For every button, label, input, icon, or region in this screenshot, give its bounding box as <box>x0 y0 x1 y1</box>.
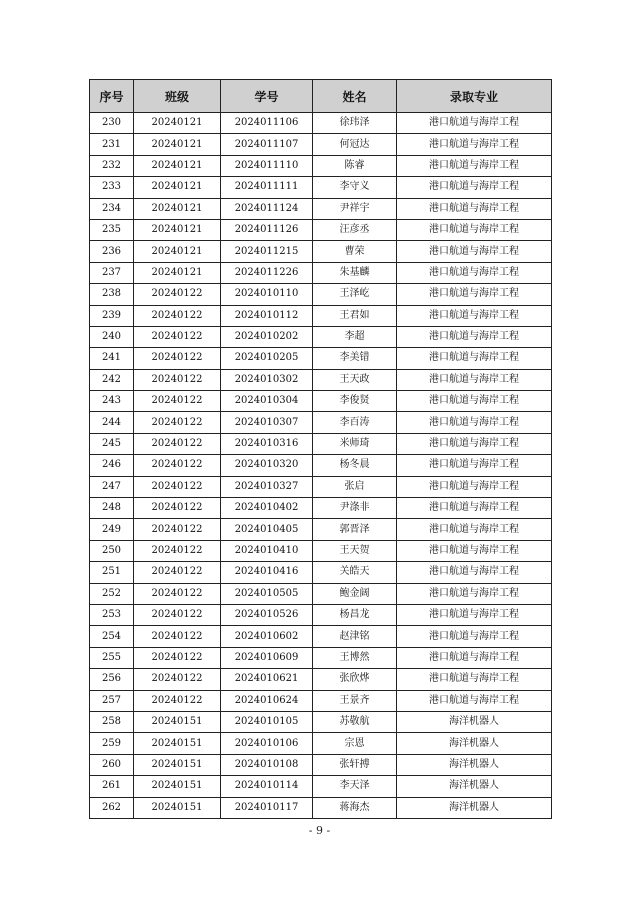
class-cell: 20240151 <box>134 754 221 775</box>
major-cell: 海洋机器人 <box>397 711 552 732</box>
class-cell: 20240122 <box>134 412 221 433</box>
name-cell: 朱基麟 <box>313 262 397 283</box>
table-row <box>90 776 552 797</box>
name-cell: 王天贺 <box>313 540 397 561</box>
student-id-cell: 2024010405 <box>221 519 313 540</box>
name-cell: 尹祥宇 <box>313 198 397 219</box>
table-row <box>90 219 552 240</box>
student-id-cell: 2024010609 <box>221 647 313 668</box>
name-cell: 曹荣 <box>313 241 397 262</box>
table-row <box>90 391 552 412</box>
class-cell: 20240121 <box>134 241 221 262</box>
class-cell: 20240122 <box>134 369 221 390</box>
header-cell-student-id: 学号 <box>221 80 313 113</box>
table-row <box>90 711 552 732</box>
class-cell: 20240122 <box>134 391 221 412</box>
table-row <box>90 241 552 262</box>
major-cell: 港口航道与海岸工程 <box>397 690 552 711</box>
class-cell: 20240121 <box>134 219 221 240</box>
serial-cell: 237 <box>90 262 134 283</box>
student-id-cell: 2024011226 <box>221 262 313 283</box>
name-cell: 陈睿 <box>313 155 397 176</box>
major-cell: 海洋机器人 <box>397 754 552 775</box>
admission-table <box>89 79 552 819</box>
table-body <box>90 113 552 819</box>
name-cell: 张启 <box>313 476 397 497</box>
table-row <box>90 348 552 369</box>
student-id-cell: 2024010202 <box>221 326 313 347</box>
table-row <box>90 326 552 347</box>
serial-cell: 232 <box>90 155 134 176</box>
serial-cell: 244 <box>90 412 134 433</box>
serial-cell: 231 <box>90 134 134 155</box>
table-row <box>90 198 552 219</box>
serial-cell: 260 <box>90 754 134 775</box>
table-row <box>90 262 552 283</box>
name-cell: 徐玮泽 <box>313 113 397 134</box>
major-cell: 海洋机器人 <box>397 776 552 797</box>
student-id-cell: 2024010105 <box>221 711 313 732</box>
major-cell: 港口航道与海岸工程 <box>397 134 552 155</box>
student-id-cell: 2024010602 <box>221 626 313 647</box>
table-row <box>90 733 552 754</box>
class-cell: 20240122 <box>134 433 221 454</box>
name-cell: 赵津铭 <box>313 626 397 647</box>
class-cell: 20240122 <box>134 583 221 604</box>
student-id-cell: 2024010320 <box>221 455 313 476</box>
student-id-cell: 2024011126 <box>221 219 313 240</box>
student-id-cell: 2024011215 <box>221 241 313 262</box>
serial-cell: 256 <box>90 669 134 690</box>
student-id-cell: 2024010304 <box>221 391 313 412</box>
student-id-cell: 2024010302 <box>221 369 313 390</box>
student-id-cell: 2024010110 <box>221 284 313 305</box>
table-row <box>90 498 552 519</box>
serial-cell: 247 <box>90 476 134 497</box>
serial-cell: 240 <box>90 326 134 347</box>
table-row <box>90 113 552 134</box>
table-header <box>90 80 552 113</box>
table-row <box>90 155 552 176</box>
class-cell: 20240122 <box>134 455 221 476</box>
header-cell-major: 录取专业 <box>397 80 552 113</box>
name-cell: 汪彦丞 <box>313 219 397 240</box>
class-cell: 20240151 <box>134 776 221 797</box>
serial-cell: 253 <box>90 604 134 625</box>
table-row <box>90 177 552 198</box>
name-cell: 杨冬晨 <box>313 455 397 476</box>
name-cell: 关皓天 <box>313 562 397 583</box>
student-id-cell: 2024010505 <box>221 583 313 604</box>
name-cell: 郭晋泽 <box>313 519 397 540</box>
student-id-cell: 2024010106 <box>221 733 313 754</box>
table-row <box>90 647 552 668</box>
class-cell: 20240122 <box>134 562 221 583</box>
class-cell: 20240121 <box>134 113 221 134</box>
name-cell: 李守义 <box>313 177 397 198</box>
serial-cell: 238 <box>90 284 134 305</box>
class-cell: 20240151 <box>134 797 221 818</box>
student-id-cell: 2024011107 <box>221 134 313 155</box>
serial-cell: 252 <box>90 583 134 604</box>
serial-cell: 239 <box>90 305 134 326</box>
name-cell: 王天政 <box>313 369 397 390</box>
name-cell: 鲍金阔 <box>313 583 397 604</box>
table-row <box>90 519 552 540</box>
serial-cell: 248 <box>90 498 134 519</box>
name-cell: 蒋海杰 <box>313 797 397 818</box>
major-cell: 港口航道与海岸工程 <box>397 198 552 219</box>
student-id-cell: 2024010621 <box>221 669 313 690</box>
serial-cell: 249 <box>90 519 134 540</box>
major-cell: 港口航道与海岸工程 <box>397 326 552 347</box>
name-cell: 米师琦 <box>313 433 397 454</box>
serial-cell: 241 <box>90 348 134 369</box>
name-cell: 王君如 <box>313 305 397 326</box>
serial-cell: 255 <box>90 647 134 668</box>
major-cell: 港口航道与海岸工程 <box>397 113 552 134</box>
class-cell: 20240122 <box>134 647 221 668</box>
serial-cell: 254 <box>90 626 134 647</box>
name-cell: 王景齐 <box>313 690 397 711</box>
class-cell: 20240122 <box>134 476 221 497</box>
major-cell: 海洋机器人 <box>397 733 552 754</box>
major-cell: 港口航道与海岸工程 <box>397 647 552 668</box>
student-id-cell: 2024010327 <box>221 476 313 497</box>
class-cell: 20240122 <box>134 305 221 326</box>
table-row <box>90 562 552 583</box>
name-cell: 李超 <box>313 326 397 347</box>
table-row <box>90 369 552 390</box>
major-cell: 港口航道与海岸工程 <box>397 241 552 262</box>
class-cell: 20240151 <box>134 711 221 732</box>
table-row <box>90 604 552 625</box>
class-cell: 20240122 <box>134 519 221 540</box>
student-id-cell: 2024010416 <box>221 562 313 583</box>
table-row <box>90 690 552 711</box>
name-cell: 张欣烨 <box>313 669 397 690</box>
major-cell: 港口航道与海岸工程 <box>397 262 552 283</box>
table-row <box>90 797 552 818</box>
major-cell: 港口航道与海岸工程 <box>397 604 552 625</box>
class-cell: 20240121 <box>134 177 221 198</box>
student-id-cell: 2024010307 <box>221 412 313 433</box>
page-number: - 9 - <box>308 824 331 837</box>
name-cell: 宗恩 <box>313 733 397 754</box>
class-cell: 20240122 <box>134 284 221 305</box>
major-cell: 港口航道与海岸工程 <box>397 177 552 198</box>
name-cell: 何冠达 <box>313 134 397 155</box>
name-cell: 李俊贤 <box>313 391 397 412</box>
serial-cell: 261 <box>90 776 134 797</box>
class-cell: 20240121 <box>134 262 221 283</box>
student-id-cell: 2024011110 <box>221 155 313 176</box>
name-cell: 王泽屹 <box>313 284 397 305</box>
class-cell: 20240122 <box>134 690 221 711</box>
major-cell: 港口航道与海岸工程 <box>397 455 552 476</box>
header-row <box>90 80 552 113</box>
name-cell: 张轩搏 <box>313 754 397 775</box>
name-cell: 尹涤非 <box>313 498 397 519</box>
class-cell: 20240122 <box>134 626 221 647</box>
serial-cell: 242 <box>90 369 134 390</box>
serial-cell: 234 <box>90 198 134 219</box>
student-id-cell: 2024011124 <box>221 198 313 219</box>
table-row <box>90 455 552 476</box>
table-row <box>90 669 552 690</box>
table-row <box>90 754 552 775</box>
major-cell: 港口航道与海岸工程 <box>397 348 552 369</box>
serial-cell: 251 <box>90 562 134 583</box>
serial-cell: 230 <box>90 113 134 134</box>
major-cell: 港口航道与海岸工程 <box>397 476 552 497</box>
header-cell-name: 姓名 <box>313 80 397 113</box>
student-id-cell: 2024010114 <box>221 776 313 797</box>
name-cell: 李百涛 <box>313 412 397 433</box>
name-cell: 李美错 <box>313 348 397 369</box>
class-cell: 20240122 <box>134 348 221 369</box>
class-cell: 20240121 <box>134 155 221 176</box>
major-cell: 港口航道与海岸工程 <box>397 412 552 433</box>
table-row <box>90 433 552 454</box>
student-id-cell: 2024011106 <box>221 113 313 134</box>
table-row <box>90 626 552 647</box>
table-row <box>90 305 552 326</box>
major-cell: 港口航道与海岸工程 <box>397 284 552 305</box>
class-cell: 20240122 <box>134 326 221 347</box>
serial-cell: 245 <box>90 433 134 454</box>
major-cell: 港口航道与海岸工程 <box>397 391 552 412</box>
serial-cell: 233 <box>90 177 134 198</box>
name-cell: 王博然 <box>313 647 397 668</box>
major-cell: 港口航道与海岸工程 <box>397 583 552 604</box>
serial-cell: 262 <box>90 797 134 818</box>
major-cell: 港口航道与海岸工程 <box>397 219 552 240</box>
class-cell: 20240122 <box>134 604 221 625</box>
student-id-cell: 2024010410 <box>221 540 313 561</box>
serial-cell: 236 <box>90 241 134 262</box>
major-cell: 港口航道与海岸工程 <box>397 540 552 561</box>
table-row <box>90 540 552 561</box>
major-cell: 港口航道与海岸工程 <box>397 519 552 540</box>
major-cell: 港口航道与海岸工程 <box>397 498 552 519</box>
major-cell: 港口航道与海岸工程 <box>397 562 552 583</box>
table-row <box>90 476 552 497</box>
student-id-cell: 2024010108 <box>221 754 313 775</box>
major-cell: 海洋机器人 <box>397 797 552 818</box>
serial-cell: 258 <box>90 711 134 732</box>
name-cell: 苏敬航 <box>313 711 397 732</box>
major-cell: 港口航道与海岸工程 <box>397 626 552 647</box>
class-cell: 20240122 <box>134 498 221 519</box>
table-row <box>90 583 552 604</box>
student-id-cell: 2024010316 <box>221 433 313 454</box>
name-cell: 李天泽 <box>313 776 397 797</box>
table-row <box>90 284 552 305</box>
serial-cell: 259 <box>90 733 134 754</box>
class-cell: 20240121 <box>134 198 221 219</box>
major-cell: 港口航道与海岸工程 <box>397 155 552 176</box>
class-cell: 20240151 <box>134 733 221 754</box>
student-id-cell: 2024010112 <box>221 305 313 326</box>
table-row <box>90 134 552 155</box>
student-id-cell: 2024010402 <box>221 498 313 519</box>
class-cell: 20240121 <box>134 134 221 155</box>
student-id-cell: 2024010526 <box>221 604 313 625</box>
table-row <box>90 412 552 433</box>
student-id-cell: 2024010624 <box>221 690 313 711</box>
class-cell: 20240122 <box>134 540 221 561</box>
name-cell: 杨昌龙 <box>313 604 397 625</box>
serial-cell: 243 <box>90 391 134 412</box>
major-cell: 港口航道与海岸工程 <box>397 305 552 326</box>
serial-cell: 235 <box>90 219 134 240</box>
class-cell: 20240122 <box>134 669 221 690</box>
serial-cell: 250 <box>90 540 134 561</box>
major-cell: 港口航道与海岸工程 <box>397 369 552 390</box>
student-id-cell: 2024010205 <box>221 348 313 369</box>
major-cell: 港口航道与海岸工程 <box>397 433 552 454</box>
serial-cell: 246 <box>90 455 134 476</box>
major-cell: 港口航道与海岸工程 <box>397 669 552 690</box>
header-cell-class: 班级 <box>134 80 221 113</box>
student-id-cell: 2024010117 <box>221 797 313 818</box>
student-id-cell: 2024011111 <box>221 177 313 198</box>
serial-cell: 257 <box>90 690 134 711</box>
header-cell-serial: 序号 <box>90 80 134 113</box>
